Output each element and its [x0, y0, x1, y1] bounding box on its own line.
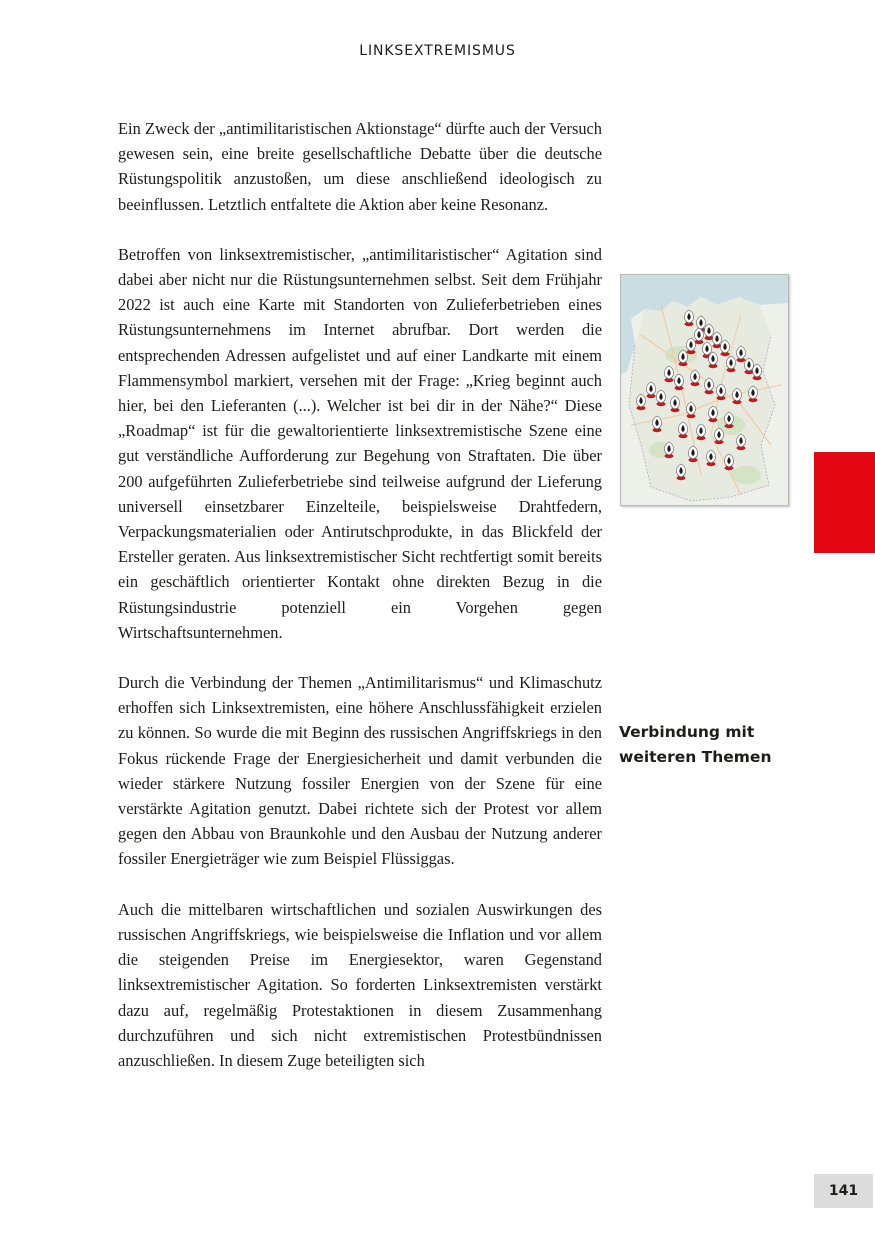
page-number: 141 — [814, 1174, 873, 1208]
chapter-tab-marker — [814, 452, 875, 553]
flame-marker-icon — [687, 338, 696, 354]
flame-marker-icon — [697, 424, 706, 440]
flame-marker-icon — [715, 428, 724, 444]
flame-marker-icon — [705, 378, 714, 394]
running-header: LINKSEXTREMISMUS — [359, 43, 516, 59]
flame-marker-icon — [713, 332, 722, 348]
flame-marker-icon — [725, 412, 734, 428]
margin-note-line: weiteren Themen — [619, 748, 772, 766]
flame-marker-icon — [657, 390, 666, 406]
flame-marker-icon — [679, 350, 688, 366]
flame-marker-icon — [637, 394, 646, 410]
flame-marker-icon — [675, 374, 684, 390]
paragraph: Auch die mittelbaren wirtschaftlichen und sozialen Auswirkungen des russischen Angriffskriegs, wie beispielsweise die Inflation und vor allem die steigenden Preise im Energiesektor, waren Gegenstand linksextremistischer Agitation. So forderten Linksextremisten verstärkt dazu auf, regelmäßig Protestaktionen in diesem Zusammenhang durchzuführen und sich nicht extremistischen Protestbündnissen anzuschließen. In diesem Zuge beteiligten sich — [118, 899, 602, 1070]
flame-marker-icon — [687, 402, 696, 418]
germany-map-image — [621, 275, 788, 505]
flame-marker-icon — [695, 328, 704, 344]
flame-marker-icon — [685, 310, 694, 326]
map-figure — [620, 274, 789, 506]
flame-marker-icon — [749, 386, 758, 402]
flame-marker-icon — [679, 422, 688, 438]
flame-marker-icon — [665, 442, 674, 458]
flame-marker-icon — [721, 340, 730, 356]
flame-marker-icon — [733, 388, 742, 404]
flame-marker-icon — [709, 352, 718, 368]
paragraph: Betroffen von linksextremistischer, „antimilitaristischer“ Agitation sind dabei aber nicht nur die Rüstungsunternehmen selbst. Seit dem Frühjahr 2022 ist auch eine Karte mit Standorten von Zulieferbetrieben eines Rüstungsunternehmens im Internet abrufbar. Dort werden die entsprechenden Adressen aufgelistet und auf einer Landkarte mit einem Flammensymbol markiert, versehen mit der Frage: „Krieg beginnt auch hier, bei den Lieferanten (...). Welcher ist bei dir in der Nähe?“ Diese „Roadmap“ ist für die gewaltorientierte linksextremistische Szene eine gut verständliche Aufforderung zur Begehung von Straftaten. Die über 200 aufgeführten Zulieferbetriebe sind teilweise aufgrund der Lieferung universell einsetzbarer Einzelteile, beispielsweise Drahtfedern, Verpackungsmaterialien oder Antirutschprodukte, in das Blickfeld der Ersteller geraten. Aus linksextremistischer Sicht rechtfertigt somit bereits ein geschäftlich orientierter Kontakt ohne direkten Bezug in die Rüstungsindustrie potenziell ein Vorgehen gegen Wirtschaftsunternehmen. — [118, 244, 602, 642]
paragraph: Durch die Verbindung der Themen „Antimilitarismus“ und Klimaschutz erhoffen sich Linksextremisten, eine höhere Anschlussfähigkeit erzielen zu können. So wurde die mit Beginn des russischen Angriffskriegs in den Fokus rückende Frage der Energiesicherheit und damit verbunden die wieder stärkere Nutzung fossiler Energien von der Szene für eine verstärkte Agitation genutzt. Dabei richtete sich der Protest vor allem gegen den Abbau von Braunkohle und den Ausbau der Nutzung anderer fossiler Energieträger wie zum Beispiel Flüssiggas. — [118, 673, 602, 869]
flame-marker-icon — [653, 416, 662, 432]
flame-marker-icon — [725, 454, 734, 470]
flame-marker-icon — [737, 346, 746, 362]
flame-marker-icon — [665, 366, 674, 382]
flame-marker-icon — [753, 364, 762, 380]
flame-marker-icon — [689, 446, 698, 462]
flame-marker-icon — [671, 396, 680, 412]
flame-marker-icon — [709, 406, 718, 422]
flame-marker-icon — [717, 384, 726, 400]
paragraph: Ein Zweck der „antimilitaristischen Aktionstage“ dürfte auch der Versuch gewesen sein, eine breite gesellschaftliche Debatte über die deutsche Rüstungspolitik anzustoßen, um diese anschließend ideologisch zu beeinflussen. Letztlich entfaltete die Aktion aber keine Resonanz. — [118, 119, 602, 214]
margin-note — [619, 720, 799, 770]
flame-marker-icon — [647, 382, 656, 398]
margin-note-line: Verbindung mit — [619, 723, 755, 741]
flame-marker-icon — [691, 370, 700, 386]
flame-marker-icon — [737, 434, 746, 450]
main-text-column — [118, 116, 602, 1098]
flame-marker-icon — [727, 356, 736, 372]
flame-marker-icon — [677, 464, 686, 480]
flame-marker-icon — [745, 358, 754, 374]
flame-marker-icon — [705, 324, 714, 340]
flame-marker-icon — [707, 450, 716, 466]
